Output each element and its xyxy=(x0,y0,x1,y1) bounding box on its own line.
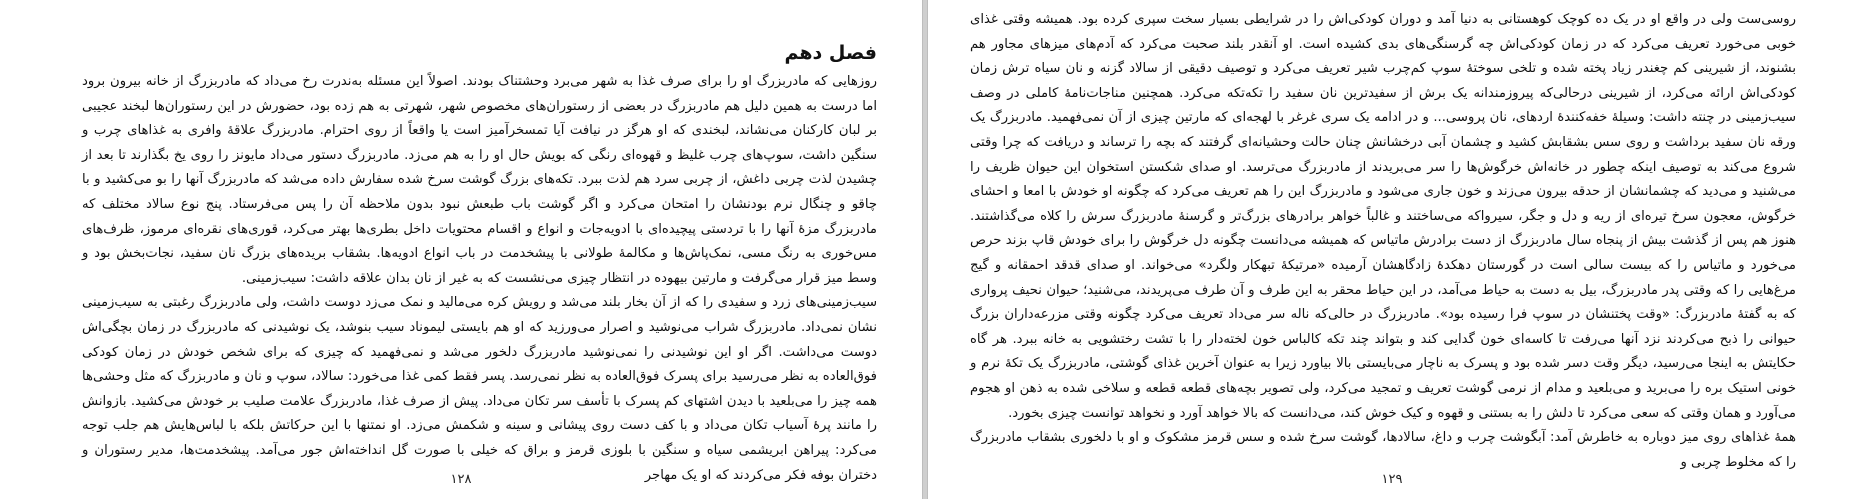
right-page-text xyxy=(970,8,1796,475)
page-number-right: ۱۲۹ xyxy=(1381,472,1403,487)
left-page xyxy=(0,0,923,499)
chapter-title: فصل دهم xyxy=(784,42,877,64)
paragraph: همهٔ غذاهای روی میز دوباره به خاطرش آمد: آبگوشت چرب و داغ، سالادها، گوشت سرخ شده و سس قرمز مشکوک و او با دلخوری بشقاب مادربزرگ را که مخلوط چربی و xyxy=(970,430,1796,470)
paragraph: سیب‌زمینی‌های زرد و سفیدی را که از آن بخار بلند می‌شد و رویش کره می‌مالید و نمک می‌زد دوست داشت، ولی مادربزرگ رغبتی به سیب‌زمینی نشان نمی‌داد. مادربزرگ شراب می‌نوشید و اصرار می‌ورزید که او هم بایستی لیموناد سیب بنوشد، یک نوشیدنی که مادربزرگ در زمان بچگی‌اش دوست می‌داشت. اگر او این نوشیدنی را نمی‌نوشید مادربزرگ دلخور می‌شد و نمی‌فهمید که چیزی که برای شخص خودش در زمان کودکی فوق‌العاده به نظر می‌رسید برای پسرک فوق‌العاده به نظر نمی‌رسد. پسر فقط کمی غذا می‌خورد: سالاد، سوپ و نان و مادربزرگ که مثل وحشی‌ها همه چیز را می‌بلعید با دیدن اشتهای کم پسرک با تأسف سر تکان می‌داد. پیش از صرف غذا، مادربزرگ علامت صلیب بر خودش می‌کشید. بازوانش را مانند پرهٔ آسیاب تکان می‌داد و با کف دست روی پیشانی و سینه و شکمش می‌زد. او نمتنها با این حرکاتش بلکه با لباس‌هایش هم جلب توجه می‌کرد: پیراهن ابریشمی سیاه و سنگین با بلوزی قرمز و براق که خیلی با صورت گل انداخته‌اش جور می‌آمد. پیشخدمت‌ها، مدیر رستوران و دختران بوفه فکر می‌کردند که او یک مهاجر xyxy=(82,295,877,483)
paragraph: روسی‌ست ولی در واقع او در یک ده کوچک کوهستانی به دنیا آمد و دوران کودکی‌اش را در شرایطی بسیار سخت سپری کرده بود. همیشه وقتی غذای خوبی می‌خورد تعریف می‌کرد که در زمان کودکی‌اش چه گرسنگی‌های بدی کشیده است. او آنقدر بلند صحبت می‌کرد که آدم‌های میزهای مجاور هم بشنوند، از شیرینی کم چغندر زیاد پخته شده و تلخی سوختهٔ سوپ کم‌چرب شیر تعریف می‌کرد و توصیف دقیقی از سالاد گزنه و نان سیاه ترش زمان کودکی‌اش ارائه می‌کرد، از شیرینی درحالی‌که پیروزمندانه یک برش از سفیدترین نان سفید را تکه‌تکه می‌کرد. همچنین مناجات‌نامهٔ کاملی در وصف سیب‌زمینی در چنته داشت: وسیلهٔ خفه‌کنندهٔ اردهای، نان پروسی... و در ادامه یک سری غرغر با لهجه‌ای که مارتین چیزی از آن نمی‌فهمید. مادربزرگ یک ورقه نان سفید برداشت و روی سس بشقابش کشید و چشمان آبی درخشانش چنان حالت وحشیانه‌ای گرفتند که بچه را ترساند و دریافت که چرا وقتی شروع می‌کند به توصیف اینکه چطور در خانه‌اش خرگوش‌ها را سر می‌بریدند از مادربزرگ می‌ترسد. او صدای شکستن استخوان این حیوان ظریف را می‌شنید و می‌دید که چشمانشان از حدقه بیرون می‌زند و خون جاری می‌شود و مادربزرگ این را هم تعریف می‌کرد که چگونه او خودش با امعا و احشای خرگوش، معجون سرخ تیره‌ای از ریه و دل و جگر، سیرواکه می‌ساختند و غالباً خواهر برادرهای بزرگ‌تر و گرسنهٔ مادربزرگ سرش را کلاه می‌گذاشتند. هنوز هم پس از گذشت بیش از پنجاه سال مادربزرگ از دست برادرش ماتیاس که همیشه می‌دانست چگونه دل خرگوش را برای خودش قاپ بزند حرص می‌خورد و ماتیاس را که بیست سالی است در گورستان دهکدهٔ زادگاهشان آرمیده «مرتیکهٔ تبهکار ولگرد» می‌خواند. او صدای قدقد احمقانه و گیج مرغ‌هایی را که وقتی پدر مادربزرگ، بیل به دست به حیاط می‌آمد، در این حیاط محقر به این طرف و آن طرف می‌پریدند، می‌شنید؛ حیوان نحیف پرواری که به گفتهٔ مادربزرگ: «وقت پختنشان در سوپ فرا رسیده بود». مادربزرگ در حالی‌که ناله سر می‌داد تعریف می‌کرد چگونه وقتی مزرعه‌داران بزرگ حیوانی را ذبح می‌کردند نزد آنها می‌رفت تا کاسه‌ای خون گدایی کند و بتواند چند تکه کالباس خون لخته‌دار را با تشت رختشویی به خانه ببرد. هر گاه حکایتش به اینجا می‌رسید، دیگر وقت دسر شده بود و پسرک به ناچار می‌بایستی بالا بیاورد زیرا به عنوان آخرین غذای گوشتی، مادربزرگ یک تکهٔ نرم و خونی استیک بره را می‌برید و می‌بلعید و مدام از نرمی گوشت تعریف و تمجید می‌کرد، ولی تصویر بچه‌های قطعه قطعه و سلاخی شده به ذهن او هجوم می‌آورد و همان وقتی که سعی می‌کرد تا دلش را به بستنی و قهوه و کیک خوش کند، می‌دانست که بالا خواهد آورد و نخواهد توانست چیزی بخورد. xyxy=(970,12,1796,421)
right-page xyxy=(927,0,1854,499)
paragraph: روزهایی که مادربزرگ او را برای صرف غذا به شهر می‌برد وحشتناک بودند. اصولاً این مسئله به‌ندرت رخ می‌داد که مادربزرگ از خانه بیرون برود اما درست به همین دلیل هم مادربزرگ در بعضی از رستوران‌های مخصوص شهر، شهرتی به هم زده بود، حضورش در این رستوران‌ها لبخند عجیبی بر لبان کارکنان می‌نشاند، لبخندی که او هرگز در نیافت آیا تمسخرآمیز است یا واقعاً از روی احترام. مادربزرگ علاقهٔ وافری به غذاهای چرب و سنگین داشت، سوپ‌های چرب غلیظ و قهوه‌ای رنگی که بویش حال او را به هم می‌زد. مادربزرگ دستور می‌داد مایونز را روی یخ بگذارند تا بعد از چشیدن لذت چربی داغش، از چربی سرد هم لذت ببرد. تکه‌های بزرگ گوشت سرخ شده سفارش داده می‌شد که مادربزرگ آنها را بو می‌کشید و با چاقو و چنگال نرم بودنشان را امتحان می‌کرد و اگر گوشت باب طبعش نبود بدون ملاحظه آن را پس می‌فرستاد. پنج نوع سالاد مختلف که مادربزرگ مزهٔ آنها را با تردستی پیچیده‌ای با ادویه‌جات و انواع و اقسام محتویات داخل بطری‌ها بهتر می‌کرد، قوری‌های نقره‌ای مرموز، ظرف‌های مس‌خوری به رنگ مسی، نمک‌پاش‌ها و مکالمهٔ طولانی با پیشخدمت در باب انواع ادویه‌ها. بشقاب بریده‌های بزرگ نان سفید، نجات‌بخش بود و وسط میز قرار می‌گرفت و مارتین بیهوده در انتظار چیزی می‌نشست که به غیر از نان بدان علاقه داشت: سیب‌زمینی. xyxy=(82,74,877,286)
left-page-text xyxy=(82,40,877,488)
page-number-left: ۱۲۸ xyxy=(450,472,472,487)
